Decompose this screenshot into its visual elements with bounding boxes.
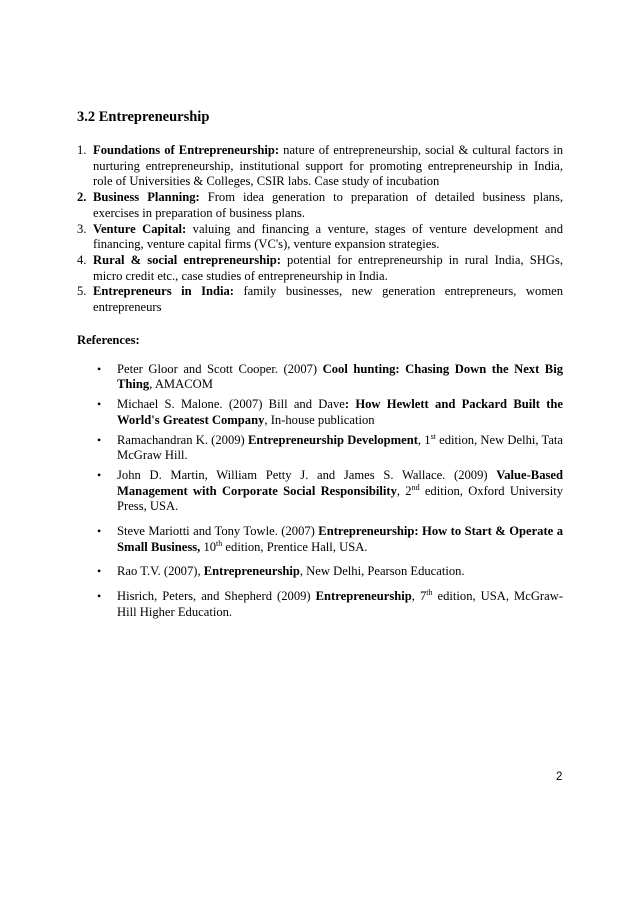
topic-number: 3. xyxy=(77,221,87,236)
topic-number: 2. xyxy=(77,190,87,205)
reference-item xyxy=(97,589,563,620)
reference-title: Entrepreneurship Development xyxy=(247,432,418,447)
reference-item xyxy=(97,433,563,464)
topic-title: Business Planning: xyxy=(93,190,200,205)
section-title: 3.2 Entrepreneurship xyxy=(77,109,210,125)
reference-title: Cool hunting: Chasing Down the Next Big Thing xyxy=(117,361,563,392)
topic-title: Foundations of Entrepreneurship: xyxy=(93,143,280,157)
reference-author: Michael S. Malone. (2007) Bill and Dave xyxy=(117,397,345,412)
edition-suffix: nd xyxy=(411,482,420,492)
reference-item xyxy=(97,564,563,580)
reference-publisher: , New Delhi, Pearson Education. xyxy=(299,564,465,579)
reference-author: Hisrich, Peters, and Shepherd (2009) xyxy=(117,589,316,604)
reference-list xyxy=(77,362,563,621)
page-content xyxy=(77,108,563,625)
topic-number: 4. xyxy=(77,252,87,267)
reference-edition: , 7 xyxy=(411,589,427,604)
bullet-icon: • xyxy=(97,361,102,376)
reference-author: Ramachandran K. (2009) xyxy=(117,432,248,447)
reference-title: Entrepreneurship xyxy=(315,589,412,604)
reference-publisher: edition, Prentice Hall, USA. xyxy=(222,539,368,554)
reference-title: : How Hewlett and Packard Built the World's Greatest Company xyxy=(117,397,563,427)
topic-number: 5. xyxy=(77,284,87,299)
reference-edition: , 1 xyxy=(417,432,431,447)
edition-suffix: th xyxy=(426,587,433,597)
topic-text: valuing and financing a venture, stages of venture development and financing, venture capital firms (VC's), venture expansion strategies. xyxy=(93,221,563,252)
reference-item xyxy=(97,468,563,515)
reference-publisher: , AMACOM xyxy=(149,377,213,392)
topic-list xyxy=(77,143,563,316)
edition-suffix: st xyxy=(430,431,436,441)
topic-text: nature of entrepreneurship, social & cultural factors in nurturing entrepreneurship, institutional support for promoting entrepreneurship in India, role of Universities & Colleges, CSIR labs. Case study of incubation xyxy=(93,143,564,189)
topic-item xyxy=(77,222,563,253)
edition-suffix: th xyxy=(216,538,223,548)
reference-title: Entrepreneurship xyxy=(203,564,300,579)
reference-item xyxy=(97,362,563,393)
topic-text: potential for entrepreneurship in rural India, SHGs, micro credit etc., case studies of entrepreneurship in India. xyxy=(93,252,563,283)
topic-text: From idea generation to preparation of detailed business plans, exercises in preparation of business plans. xyxy=(93,190,564,220)
reference-item xyxy=(97,397,563,428)
references-heading: References: xyxy=(77,332,140,347)
reference-author: Steve Mariotti and Tony Towle. (2007) xyxy=(117,524,319,539)
topic-number: 1. xyxy=(77,143,87,157)
reference-publisher: edition, USA, McGraw-Hill Higher Education. xyxy=(117,589,564,619)
reference-title: Entrepreneurship: How to Start & Operate a Small Business, xyxy=(117,524,563,554)
reference-publisher: , In-house publication xyxy=(264,412,375,427)
bullet-icon: • xyxy=(97,589,102,604)
page-number: 2 xyxy=(556,771,563,783)
topic-item xyxy=(77,190,563,221)
reference-edition: , 2 xyxy=(396,483,412,498)
bullet-icon: • xyxy=(97,432,102,447)
reference-publisher: edition, Oxford University Press, USA. xyxy=(117,483,563,514)
bullet-icon: • xyxy=(97,524,102,539)
topic-item xyxy=(77,143,563,190)
reference-item xyxy=(97,524,563,555)
bullet-icon: • xyxy=(97,564,102,579)
topic-text: family businesses, new generation entrepreneurs, women entrepreneurs xyxy=(93,284,564,315)
topic-title: Rural & social entrepreneurship: xyxy=(93,252,281,267)
reference-publisher: edition, New Delhi, Tata McGraw Hill. xyxy=(117,432,564,463)
topic-item xyxy=(77,284,563,315)
topic-item xyxy=(77,253,563,284)
topic-title: Venture Capital: xyxy=(93,221,187,236)
reference-title: Value-Based Management with Corporate Social Responsibility xyxy=(117,467,563,498)
reference-author: Rao T.V. (2007), xyxy=(117,564,204,579)
reference-author: John D. Martin, William Petty J. and James S. Wallace. (2009) xyxy=(117,467,497,482)
topic-title: Entrepreneurs in India: xyxy=(93,284,234,299)
bullet-icon: • xyxy=(97,397,102,412)
reference-edition: 10 xyxy=(200,539,217,554)
bullet-icon: • xyxy=(97,467,102,482)
reference-author: Peter Gloor and Scott Cooper. (2007) xyxy=(117,361,323,376)
